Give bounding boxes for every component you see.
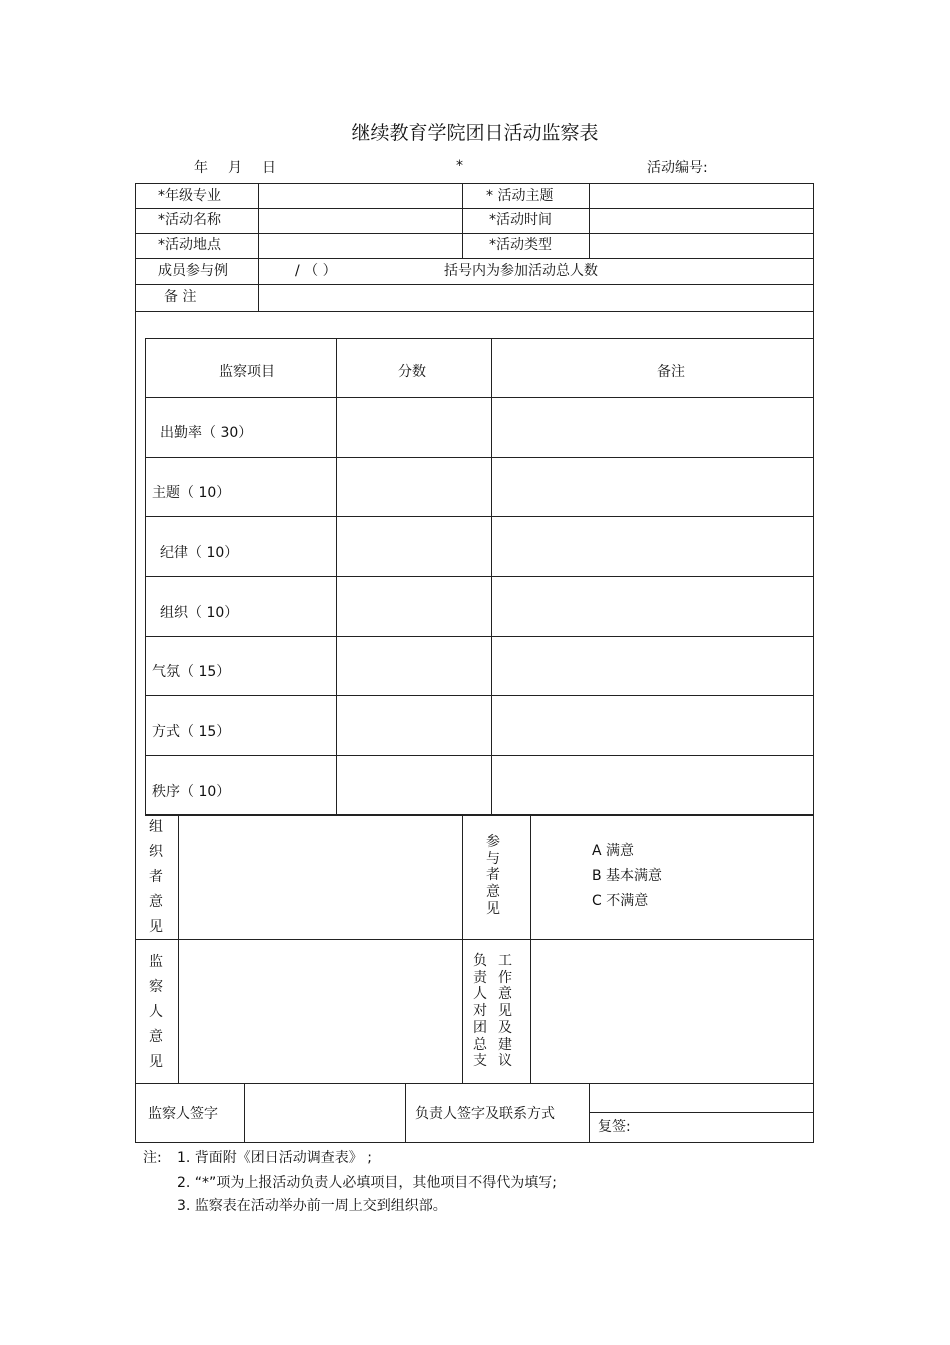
recheck-label: 复签: — [598, 1119, 631, 1135]
activity-name-label: *活动名称 — [158, 212, 221, 228]
note-line-2: 2. “*”项为上报活动负责人必填项目，其他项目不得代为填写; — [177, 1175, 558, 1191]
supervisor-sign-label: 监察人签字 — [148, 1106, 218, 1122]
option-unsatisfied: C 不满意 — [592, 893, 649, 909]
score-item-order: 秩序（ 10） — [152, 784, 231, 800]
note-line-3: 3. 监察表在活动举办前一周上交到组织部。 — [177, 1198, 447, 1214]
activity-type-label: *活动类型 — [489, 237, 552, 253]
notes-label: 注: — [143, 1150, 162, 1166]
ratio-note: 括号内为参加活动总人数 — [444, 263, 598, 279]
activity-theme-label: * 活动主题 — [486, 188, 554, 204]
leader-sign-label: 负责人签字及联系方式 — [415, 1106, 555, 1122]
activity-place-label: *活动地点 — [158, 237, 221, 253]
leader-opinion-label-col1: 负责人对团总支 — [473, 953, 487, 1070]
header-item: 监察项目 — [219, 364, 275, 380]
header-score: 分数 — [398, 364, 426, 380]
leader-opinion-label-col2: 工作意见及建议 — [498, 953, 512, 1070]
remarks-label: 备 注 — [164, 289, 197, 305]
year-label: 年 — [194, 160, 208, 176]
ratio-format: / （ ） — [295, 263, 337, 279]
header-star: * — [456, 158, 463, 174]
month-label: 月 — [228, 160, 242, 176]
option-satisfied: A 满意 — [592, 843, 635, 859]
activity-no-label: 活动编号: — [647, 160, 708, 176]
score-item-theme: 主题（ 10） — [152, 485, 231, 501]
member-ratio-label: 成员参与例 — [158, 263, 228, 279]
option-basically-satisfied: B 基本满意 — [592, 868, 663, 884]
activity-time-label: *活动时间 — [489, 212, 552, 228]
page-title: 继续教育学院团日活动监察表 — [351, 122, 599, 144]
supervisor-opinion-label: 监察人意见 — [149, 954, 163, 1070]
score-item-discipline: 纪律（ 10） — [160, 545, 239, 561]
grade-major-label: *年级专业 — [158, 188, 221, 204]
organizer-opinion-label: 组织者意见 — [149, 819, 163, 935]
score-item-organization: 组织（ 10） — [160, 605, 239, 621]
score-item-attendance: 出勤率（ 30） — [160, 425, 253, 441]
day-label: 日 — [262, 160, 276, 176]
score-item-method: 方式（ 15） — [152, 724, 231, 740]
score-item-atmosphere: 气氛（ 15） — [152, 664, 231, 680]
header-remark: 备注 — [657, 364, 685, 380]
note-line-1: 1. 背面附《团日活动调查表》 ; — [177, 1150, 372, 1166]
participant-opinion-label: 参与者意见 — [486, 834, 500, 917]
